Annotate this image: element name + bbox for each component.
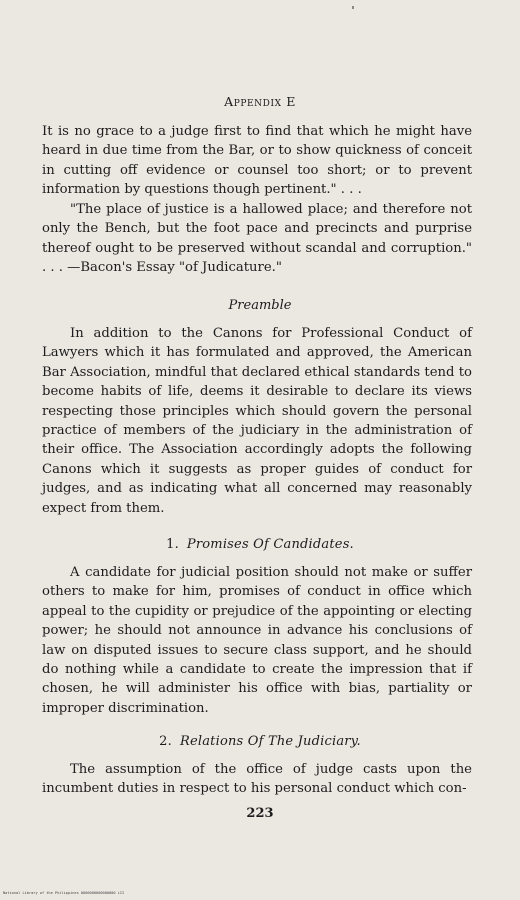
appendix-heading: Appendix E bbox=[224, 94, 296, 109]
section-number: 1. bbox=[166, 537, 179, 552]
section-paragraph-2: The assumption of the office of judge casts upon the incumbent duties in respect to his personal conduct which con- bbox=[42, 762, 472, 797]
library-stamp: National Library of the Philippines 0000000000000000 LII bbox=[3, 891, 125, 895]
preamble-heading: Preamble bbox=[228, 298, 292, 313]
section-title: Promises Of Candidates. bbox=[186, 537, 354, 552]
page-number: 223 bbox=[246, 806, 274, 821]
section-heading-2 bbox=[0, 734, 520, 749]
bacon-quote-paragraph: "The place of justice is a hallowed place; and therefore not only the Bench, but the foot pace and precincts and purprise thereof ought to be preserved without scandal and corruption." . . . —Bacon's Essay "of Judicature." bbox=[42, 202, 472, 276]
opening-paragraph: It is no grace to a judge first to find that which he might have heard in due time from the Bar, or to show quickness of conceit in cutting off evidence or counsel too short; or to prevent information by questions though pertinent." . . . bbox=[42, 124, 472, 198]
print-mark bbox=[352, 6, 354, 9]
section-heading-1 bbox=[0, 537, 520, 552]
section-number: 2. bbox=[159, 734, 172, 749]
section-paragraph-1: A candidate for judicial position should not make or suffer others to make for him, promises of conduct in office which appeal to the cupidity or prejudice of the appointing or electing power; he should not announce in advance his conclusions of law on disputed issues to secure class support, and he should do nothing while a candidate to create the impression that if chosen, he will administer his office with bias, partiality or improper discrimination. bbox=[42, 565, 472, 716]
preamble-paragraph: In addition to the Canons for Professional Conduct of Lawyers which it has formulated and approved, the American Bar Association, mindful that declared ethical standards tend to become habits of life, deems it desirable to declare its views respecting those principles which should govern the personal practice of members of the judiciary in the administration of their office. The Association accordingly adopts the following Canons which it suggests as proper guides of conduct for judges, and as indicating what all concerned may reasonably expect from them. bbox=[42, 326, 472, 516]
section-title: Relations Of The Judiciary. bbox=[179, 734, 361, 749]
